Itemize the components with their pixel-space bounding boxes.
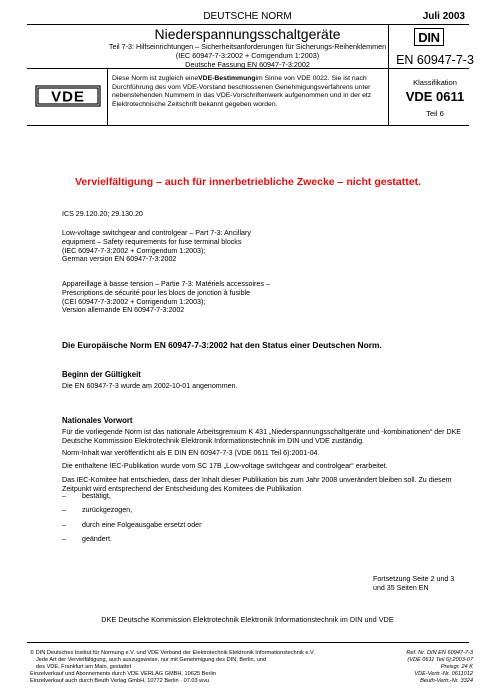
list-dash: – [62,520,66,529]
footer-ref-line: Ref. Nr. DIN EN 60947-7-3 [406,650,473,656]
list-item-text: zurückgezogen, [82,506,133,515]
foreword-heading: Nationales Vorwort [62,416,133,425]
footer-copyright [30,650,360,685]
subtitle-line: Teil 7-3: Hilfseinrichtungen – Sicherheitsanforderungen für Sicherungs-Reihenklemmen [108,42,387,51]
foreword-paragraph: Das IEC-Komitee hat entschieden, dass der Inhalt dieser Publikation bis zum Jahr 2008 unverändert bleiben soll. Zu diesem Zeitpunkt wird entsprechend der Entscheidung des Komitees die Publikation [62,476,452,493]
status-statement: Die Europäische Norm EN 60947-7-3:2002 hat den Status einer Deutschen Norm. [62,340,382,350]
footer-line: Einzelverkauf auch durch Beuth Verlag GmbH, 10772 Berlin · 07.03 wvu [30,677,210,684]
continuation-line: Fortsetzung Seite 2 und 3 [373,575,455,583]
ics-codes [62,210,452,219]
list-dash: – [62,534,66,543]
english-title-line: Low-voltage switchgear and controlgear – Part 7-3: Ancillary [62,229,251,237]
footer-ref-line: VDE-Vertr.-Nr. 0611012 [414,670,473,677]
footer-line: des VDE, Frankfurt am Main, gestattet [36,663,132,670]
french-title [62,280,452,315]
copy-warning: Vervielfältigung – auch für innerbetriebliche Zwecke – nicht gestattet. [74,176,421,188]
list-item [62,489,202,503]
dke-line: DKE Deutsche Kommission Elektrotechnik Elektronik Informationstechnik im DIN und VDE [101,615,394,624]
list-item [62,518,202,532]
notice-bold: VDE-Bestimmung [198,75,256,82]
notice-text: Diese Norm ist zugleich eine [112,75,199,82]
english-title-line: German version EN 60947-7-3:2002 [62,255,177,264]
continuation-line: und 35 Seiten EN [373,584,429,592]
footer-ref-line: Beuth-Vertr.-Nr. 3324 [420,677,473,684]
continuation-note [373,575,463,593]
subtitle-line: Deutsche Fassung EN 60947-7-3:2002 [185,60,310,70]
list-item-text: bestätigt, [82,492,111,500]
footer-ref-line: (VDE 0611 Teil 6):2003-07 [407,656,473,663]
footer-line: © DIN Deutsches Institut für Normung e.V. und VDE Verband der Elektrotechnik Elektronik Informationstechnik e.V. [30,650,315,656]
classification-value: VDE 0611 [405,89,465,104]
ics-text: ICS 29.120.20; 29.130.20 [62,210,143,218]
header-divider-left [107,68,108,125]
footer-rule [27,642,469,643]
header-rule-top [27,24,469,25]
footer-line: Jede Art der Vervielfältigung, auch auszugsweise, nur mit Genehmigung des DIN, Berlin, und [36,656,267,663]
header-rule-bottom [27,125,469,126]
list-dash: – [62,506,66,515]
document-title: Niederspannungsschaltgeräte [154,26,341,42]
norm-type-label: DEUTSCHE NORM [203,11,292,22]
din-logo: DIN [414,28,444,46]
footer-reference [363,650,473,685]
document-subtitle [105,42,390,70]
classification-part: Teil 6 [426,109,444,118]
foreword-paragraph: Die enthaltene IEC-Publikation wurde vom SC 17B „Low-voltage switchgear and controlgear“ erarbeitet. [62,462,388,470]
validity-text: Die EN 60947-7-3 wurde am 2002-10-01 angenommen. [62,382,238,390]
foreword-paragraph: Für die vorliegende Norm ist das nationale Arbeitsgremium K 431 „Niederspannungsschaltgeräte und -kombinationen“ der DKE Deutsche Kommission Elektrotechnik Elektronik Informationstechnik im DIN und VDE zuständig. [62,428,462,445]
list-item-text: geändert. [82,534,112,543]
english-title-line: (IEC 60947-7-3:2002 + Corrigendum 1:2003); [62,246,206,255]
english-title-line: equipment – Safety requirements for fuse terminal blocks [62,237,242,246]
foreword-paragraph: Norm-Inhalt war veröffentlicht als E DIN EN 60947-7-3 (VDE 0611 Teil 6):2001-04. [62,449,320,457]
vde-logo [34,84,102,108]
footer-ref-line: Preisgr. 24 K [440,663,473,670]
french-title-line: Appareillage à basse tension – Partie 7-3: Matériels accessoires – [62,280,270,288]
foreword-list [62,489,202,546]
list-item-text: durch eine Folgeausgabe ersetzt oder [82,520,202,529]
publication-date: Juli 2003 [422,11,465,22]
din-standard-number: EN 60947-7-3 [396,53,474,67]
english-title [62,229,452,264]
footer-line: Einzelverkauf und Abonnements durch VDE VERLAG GMBH, 10625 Berlin [30,670,216,677]
list-dash: – [62,492,66,500]
french-title-line: Prescriptions de sécurité pour les blocs de jonction à fusible [62,288,251,297]
french-title-line: Version allemande EN 60947-7-3:2002 [62,306,185,315]
list-item [62,532,202,546]
notice-text-rest: im Sinne von VDE 0022. Sie ist nach Durchführung des vom VDE-Vorstand beschlossenen Genehmigungsverfahrens unter nebenstehenden Nummern in das VDE-Vorschriftenwerk aufgenommen und in der etz Elektrotechnische Zeitschrift bekannt gegeben worden. [112,75,372,108]
french-title-line: (CEI 60947-7-3:2002 + Corrigendum 1:2003); [62,297,206,306]
classification-label: Klassifikation [413,78,457,87]
subtitle-line: (IEC 60947-7-3:2002 + Corrigendum 1:2003) [175,51,320,61]
vde-logo-text: VDE [51,88,85,106]
vde-notice [112,75,388,109]
list-item [62,503,202,517]
validity-heading: Beginn der Gültigkeit [62,370,141,379]
